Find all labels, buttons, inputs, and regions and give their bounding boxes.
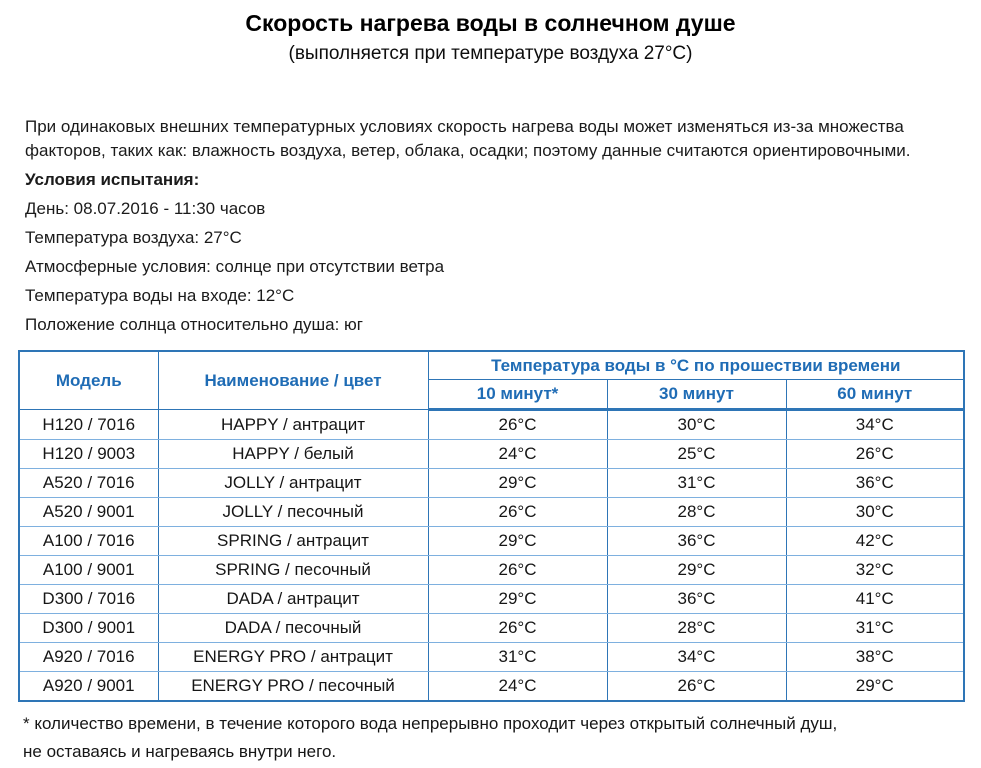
cell-temp-10: 26°C xyxy=(428,498,607,527)
column-header-60-minutes: 60 минут xyxy=(786,380,964,410)
cell-model: A520 / 7016 xyxy=(19,469,158,498)
cell-temp-60: 29°C xyxy=(786,672,964,702)
cell-model: D300 / 7016 xyxy=(19,585,158,614)
cell-temp-30: 28°C xyxy=(607,614,786,643)
cell-name: JOLLY / антрацит xyxy=(158,469,428,498)
cell-name: ENERGY PRO / антрацит xyxy=(158,643,428,672)
cell-temp-10: 29°C xyxy=(428,585,607,614)
cell-temp-60: 38°C xyxy=(786,643,964,672)
cell-temp-60: 41°C xyxy=(786,585,964,614)
condition-air-temperature: Температура воздуха: 27°С xyxy=(25,228,242,247)
cell-temp-10: 24°C xyxy=(428,672,607,702)
cell-temp-30: 28°C xyxy=(607,498,786,527)
cell-temp-60: 36°C xyxy=(786,469,964,498)
table-row xyxy=(19,498,964,527)
page-title: Скорость нагрева воды в солнечном душе xyxy=(245,10,736,36)
table-row xyxy=(19,643,964,672)
cell-name: JOLLY / песочный xyxy=(158,498,428,527)
conditions-heading: Условия испытания: xyxy=(25,170,200,189)
cell-name: DADA / антрацит xyxy=(158,585,428,614)
column-header-model: Модель xyxy=(19,351,158,410)
cell-temp-30: 31°C xyxy=(607,469,786,498)
intro-line-2: факторов, таких как: влажность воздуха, ветер, облака, осадки; поэтому данные считаются ориентировочными. xyxy=(25,141,911,160)
cell-model: A100 / 9001 xyxy=(19,556,158,585)
column-header-temperature-group: Температура воды в °С по прошествии времени xyxy=(428,351,964,380)
intro-paragraph xyxy=(25,115,961,163)
cell-model: A920 / 9001 xyxy=(19,672,158,702)
cell-temp-30: 26°C xyxy=(607,672,786,702)
cell-temp-10: 26°C xyxy=(428,614,607,643)
cell-temp-60: 30°C xyxy=(786,498,964,527)
cell-temp-10: 29°C xyxy=(428,469,607,498)
cell-temp-30: 29°C xyxy=(607,556,786,585)
cell-temp-60: 34°C xyxy=(786,410,964,440)
cell-temp-10: 26°C xyxy=(428,410,607,440)
table-row xyxy=(19,410,964,440)
cell-temp-60: 26°C xyxy=(786,440,964,469)
cell-temp-60: 32°C xyxy=(786,556,964,585)
cell-name: SPRING / антрацит xyxy=(158,527,428,556)
table-row xyxy=(19,614,964,643)
table-header-row-1 xyxy=(19,351,964,380)
cell-temp-30: 36°C xyxy=(607,527,786,556)
cell-model: H120 / 9003 xyxy=(19,440,158,469)
cell-temp-30: 36°C xyxy=(607,585,786,614)
table-footnote xyxy=(23,710,961,766)
column-header-10-minutes: 10 минут* xyxy=(428,380,607,410)
cell-model: A520 / 9001 xyxy=(19,498,158,527)
table-row xyxy=(19,672,964,702)
cell-temp-10: 29°C xyxy=(428,527,607,556)
cell-model: A100 / 7016 xyxy=(19,527,158,556)
cell-name: SPRING / песочный xyxy=(158,556,428,585)
cell-temp-30: 34°C xyxy=(607,643,786,672)
condition-inlet-water-temperature: Температура воды на входе: 12°С xyxy=(25,286,295,305)
table-row xyxy=(19,527,964,556)
cell-temp-30: 30°C xyxy=(607,410,786,440)
cell-name: HAPPY / белый xyxy=(158,440,428,469)
condition-atmosphere: Атмосферные условия: солнце при отсутствии ветра xyxy=(25,257,445,276)
footnote-line-2: не оставаясь и нагреваясь внутри него. xyxy=(23,742,337,761)
cell-model: D300 / 9001 xyxy=(19,614,158,643)
intro-line-1: При одинаковых внешних температурных условиях скорость нагрева воды может изменяться из-за множества xyxy=(25,117,904,136)
condition-sun-position: Положение солнца относительно душа: юг xyxy=(25,315,363,334)
cell-temp-10: 31°C xyxy=(428,643,607,672)
cell-temp-10: 26°C xyxy=(428,556,607,585)
cell-temp-60: 31°C xyxy=(786,614,964,643)
cell-name: DADA / песочный xyxy=(158,614,428,643)
cell-model: A920 / 7016 xyxy=(19,643,158,672)
heating-speed-table xyxy=(18,350,965,702)
column-header-name-color: Наименование / цвет xyxy=(158,351,428,410)
cell-temp-60: 42°C xyxy=(786,527,964,556)
cell-name: HAPPY / антрацит xyxy=(158,410,428,440)
footnote-line-1: * количество времени, в течение которого вода непрерывно проходит через открытый солнечный душ, xyxy=(23,714,838,733)
condition-day: День: 08.07.2016 - 11:30 часов xyxy=(25,199,266,218)
table-row xyxy=(19,585,964,614)
cell-model: H120 / 7016 xyxy=(19,410,158,440)
page-subtitle: (выполняется при температуре воздуха 27°С) xyxy=(288,43,693,64)
table-row xyxy=(19,440,964,469)
document-body xyxy=(25,115,961,766)
cell-temp-10: 24°C xyxy=(428,440,607,469)
column-header-30-minutes: 30 минут xyxy=(607,380,786,410)
cell-temp-30: 25°C xyxy=(607,440,786,469)
cell-name: ENERGY PRO / песочный xyxy=(158,672,428,702)
table-row xyxy=(19,469,964,498)
table-row xyxy=(19,556,964,585)
